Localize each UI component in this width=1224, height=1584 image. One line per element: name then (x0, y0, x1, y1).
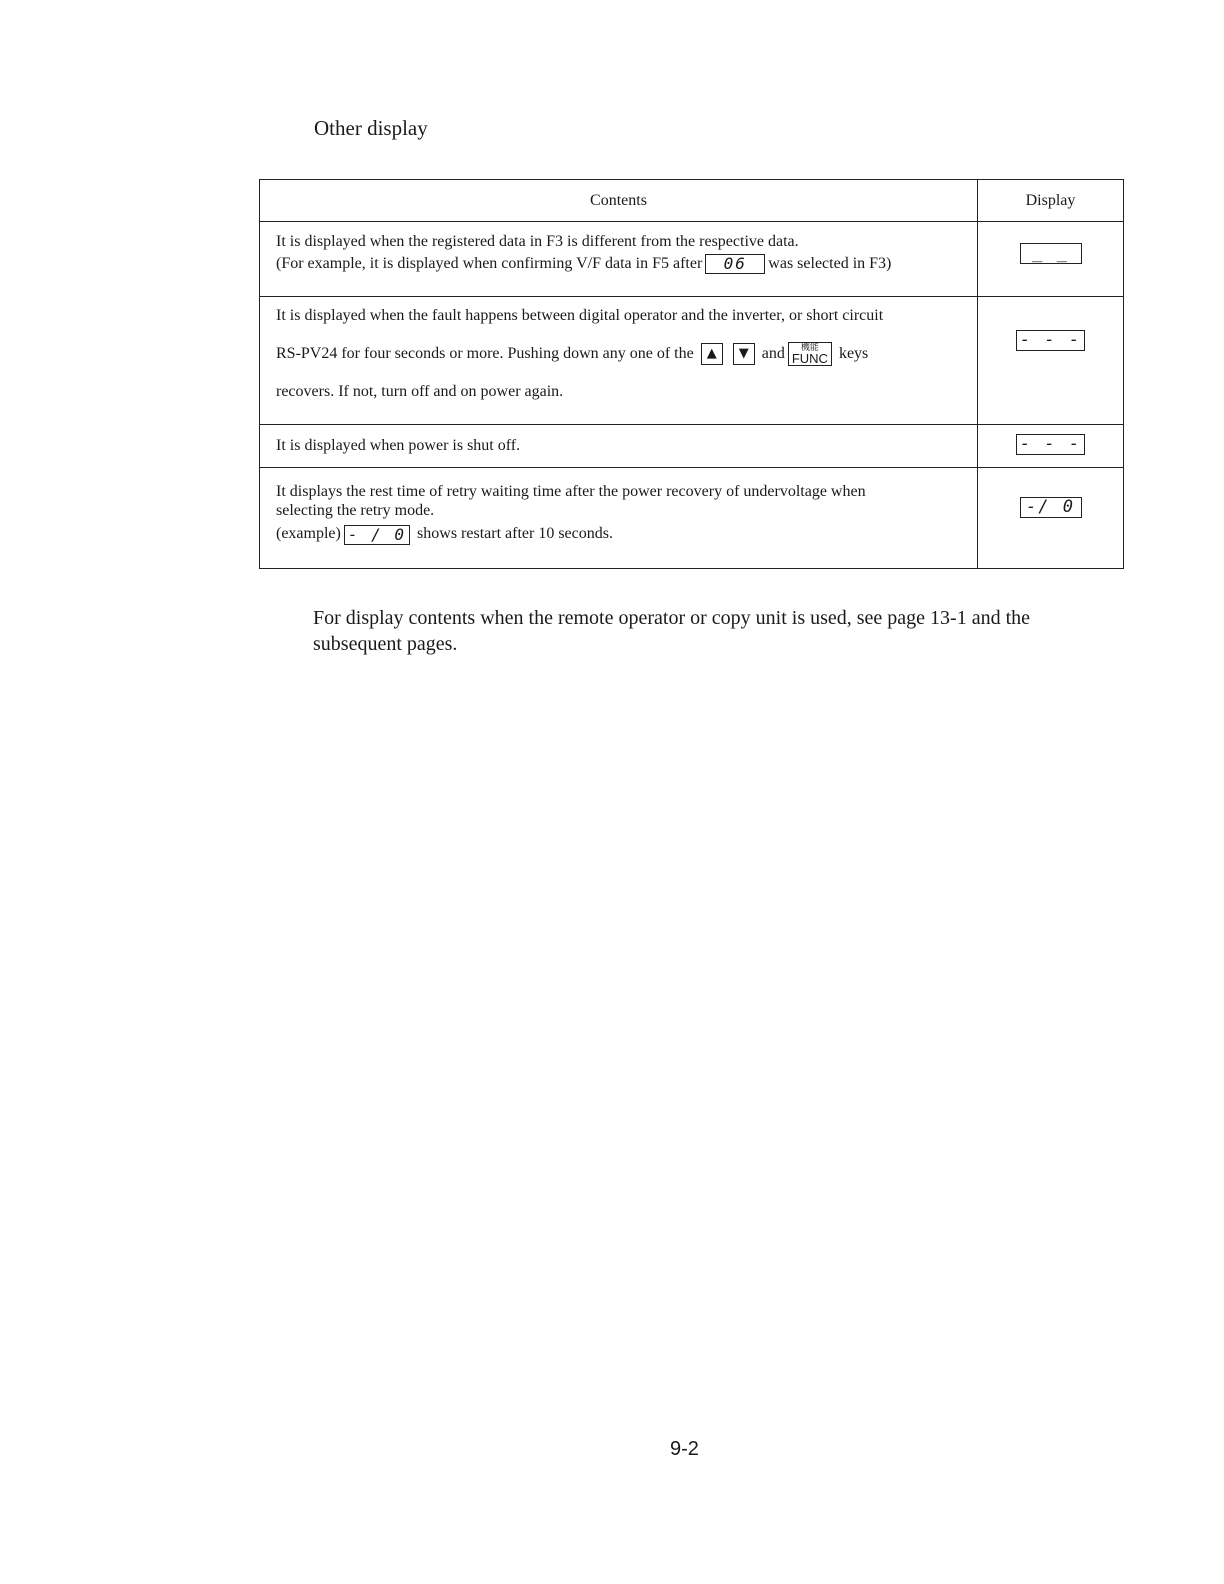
table-row (260, 468, 1124, 569)
row1-line1: It is displayed when the registered data in F3 is different from the respective data. (276, 233, 799, 250)
row2-line1: It is displayed when the fault happens between digital operator and the inverter, or short circuit (276, 307, 884, 324)
row-display (978, 222, 1124, 297)
section-heading: Other display (314, 116, 428, 140)
row4-line3 (276, 524, 963, 544)
led-display: - - - (1016, 434, 1085, 455)
func-key-label: FUNC (791, 351, 828, 367)
row-contents (260, 297, 978, 425)
row-display (978, 297, 1124, 425)
header-display: Display (978, 180, 1124, 222)
table-row (260, 425, 1124, 468)
row4-line3-post: shows restart after 10 seconds. (417, 525, 613, 543)
row-display (978, 425, 1124, 468)
row-contents (260, 222, 978, 297)
row1-line2 (276, 253, 963, 275)
row-contents (260, 425, 978, 468)
up-arrow-key-icon: ▲ (701, 343, 723, 365)
table-row (260, 222, 1124, 297)
led-display: -/ 0 (1020, 497, 1082, 518)
inline-led-display: 06 (705, 254, 765, 274)
down-arrow-key-icon: ▼ (733, 343, 755, 365)
row2-and: and (761, 345, 785, 362)
row1-line2-pre: (For example, it is displayed when confirming V/F data in F5 after (276, 254, 703, 272)
func-key-icon (788, 342, 832, 366)
display-table (259, 179, 1124, 569)
row4-line2: selecting the retry mode. (276, 502, 435, 520)
row-contents (260, 468, 978, 569)
row2-keys: keys (838, 345, 869, 362)
note-paragraph: For display contents when the remote operator or copy unit is used, see page 13-1 and the subsequent pages. (313, 607, 1031, 655)
inline-led-display: - / 0 (344, 525, 410, 545)
table-row (260, 297, 1124, 425)
row1-line2-post: was selected in F3) (768, 254, 892, 272)
row3-text: It is displayed when power is shut off. (276, 437, 521, 455)
led-display: - - - (1016, 330, 1085, 351)
row4-line1: It displays the rest time of retry waiting time after the power recovery of undervoltage when (276, 483, 866, 500)
row2-line3: recovers. If not, turn off and on power again. (276, 383, 564, 400)
row-display (978, 468, 1124, 569)
table-header-row (260, 180, 1124, 222)
row2-line2 (276, 335, 963, 373)
row4-line3-pre: (example) (276, 525, 341, 543)
header-contents: Contents (260, 180, 978, 222)
led-display: _ _ (1020, 243, 1082, 264)
func-key-kanji: 機能 (800, 342, 819, 353)
page-number: 9-2 (670, 1438, 699, 1460)
row2-line2-pre: RS-PV24 for four seconds or more. Pushing down any one of the (276, 345, 694, 362)
